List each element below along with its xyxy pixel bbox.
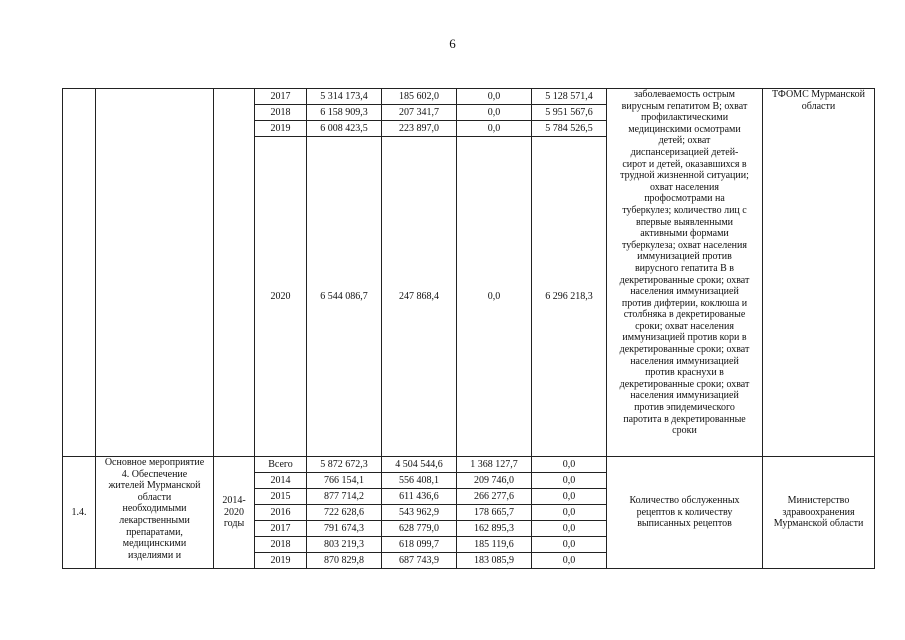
indicator-text: [607, 89, 763, 457]
text-line: Основное мероприятие: [104, 457, 205, 468]
total-cell: 5 314 173,4: [307, 89, 382, 105]
total-cell: 870 829,8: [307, 553, 382, 569]
total-cell: 6 158 909,3: [307, 105, 382, 121]
year-cell: 2018: [255, 105, 307, 121]
value-cell: 618 099,7: [382, 537, 457, 553]
year-cell: 2017: [255, 89, 307, 105]
value-cell: 162 895,3: [457, 521, 532, 537]
text-line: Количество обслуженных: [629, 495, 740, 507]
text-line: необходимыми: [122, 503, 187, 515]
text-line: декретированные сроки; охват: [619, 344, 750, 356]
total-cell: 791 674,3: [307, 521, 382, 537]
value-cell: 0,0: [532, 473, 607, 489]
year-cell: 2020: [255, 137, 307, 457]
value-cell: 0,0: [457, 89, 532, 105]
text-line: населения иммунизацией: [630, 286, 739, 298]
value-cell: 687 743,9: [382, 553, 457, 569]
total-cell: 722 628,6: [307, 505, 382, 521]
text-line: против краснухи в: [645, 367, 724, 379]
text-line: 4. Обеспечение: [121, 468, 188, 480]
indicator-text: [607, 457, 763, 569]
value-cell: 223 897,0: [382, 121, 457, 137]
total-cell: 803 219,3: [307, 537, 382, 553]
text-line: медицинскими осмотрами: [628, 123, 741, 135]
executor-text: [763, 89, 875, 457]
text-line: рецептов к количеству: [636, 506, 733, 518]
value-cell: 0,0: [457, 137, 532, 457]
year-cell: 2016: [255, 505, 307, 521]
text-line: декретированные сроки; охват: [619, 274, 750, 286]
text-line: против дифтерии, коклюша и: [621, 297, 748, 309]
text-line: вирусного гепатита В в: [634, 262, 735, 274]
executor-text: [763, 457, 875, 569]
text-line: паротита в декретированные: [623, 413, 746, 425]
value-cell: 611 436,6: [382, 489, 457, 505]
value-cell: 0,0: [532, 505, 607, 521]
value-cell: 4 504 544,6: [382, 457, 457, 473]
value-cell: 0,0: [532, 553, 607, 569]
text-line: изделиями и: [127, 549, 182, 561]
value-cell: 0,0: [457, 105, 532, 121]
text-line: медицинскими: [122, 538, 187, 550]
text-line: детей; охват: [658, 135, 711, 147]
text-line: сроки: [672, 425, 697, 437]
value-cell: 0,0: [532, 457, 607, 473]
text-line: против эпидемического: [634, 402, 735, 414]
year-cell: 2014: [255, 473, 307, 489]
value-cell: 0,0: [532, 489, 607, 505]
text-line: 2020: [224, 506, 244, 518]
text-line: профосмотрами на: [644, 193, 725, 205]
year-cell: 2017: [255, 521, 307, 537]
table-row: [63, 89, 875, 105]
value-cell: 209 746,0: [457, 473, 532, 489]
text-line: области: [137, 491, 172, 503]
text-line: препаратами,: [126, 526, 183, 538]
year-cell: Всего: [255, 457, 307, 473]
page-number: 6: [449, 36, 456, 51]
text-line: вирусным гепатитом В; охват: [621, 100, 748, 112]
total-cell: 6 008 423,5: [307, 121, 382, 137]
year-cell: 2015: [255, 489, 307, 505]
item-name: [96, 457, 214, 569]
cell-period-empty: [214, 89, 255, 457]
text-line: диспансеризацией детей-: [630, 146, 739, 158]
value-cell: 543 962,9: [382, 505, 457, 521]
value-cell: 0,0: [457, 121, 532, 137]
text-line: профилактическими: [640, 112, 729, 124]
value-cell: 183 085,9: [457, 553, 532, 569]
value-cell: 178 665,7: [457, 505, 532, 521]
value-cell: 247 868,4: [382, 137, 457, 457]
value-cell: 6 296 218,3: [532, 137, 607, 457]
table-row: [63, 457, 875, 473]
total-cell: 6 544 086,7: [307, 137, 382, 457]
text-line: туберкулеза; охват населения: [622, 239, 747, 251]
item-number: 1.4.: [63, 457, 96, 569]
text-line: выписанных рецептов: [637, 518, 732, 530]
text-line: впервые выявленными: [635, 216, 734, 228]
cell-name-empty: [96, 89, 214, 457]
text-line: ТФОМС Мурманской: [772, 89, 865, 100]
year-cell: 2018: [255, 537, 307, 553]
cell-number-empty: [63, 89, 96, 457]
text-line: иммунизацией против: [637, 251, 732, 263]
value-cell: 0,0: [532, 521, 607, 537]
value-cell: 556 408,1: [382, 473, 457, 489]
total-cell: 766 154,1: [307, 473, 382, 489]
value-cell: 185 119,6: [457, 537, 532, 553]
text-line: Мурманской области: [773, 518, 864, 530]
text-line: заболеваемость острым: [634, 89, 735, 100]
value-cell: 1 368 127,7: [457, 457, 532, 473]
text-line: иммунизацией против кори в: [622, 332, 747, 344]
total-cell: 5 872 672,3: [307, 457, 382, 473]
text-line: декретированные сроки; охват: [619, 378, 750, 390]
value-cell: 266 277,6: [457, 489, 532, 505]
value-cell: 5 951 567,6: [532, 105, 607, 121]
value-cell: 628 779,0: [382, 521, 457, 537]
year-cell: 2019: [255, 553, 307, 569]
text-line: лекарственными: [119, 514, 190, 526]
text-line: жителей Мурманской: [108, 480, 201, 492]
item-period: [214, 457, 255, 569]
value-cell: 5 784 526,5: [532, 121, 607, 137]
text-line: охват населения: [650, 181, 719, 193]
value-cell: 185 602,0: [382, 89, 457, 105]
program-table: [62, 88, 875, 569]
text-line: 2014-: [222, 495, 246, 507]
text-line: сроки; охват населения: [635, 320, 734, 332]
text-line: туберкулез; количество лиц с: [622, 204, 747, 216]
value-cell: 5 128 571,4: [532, 89, 607, 105]
total-cell: 877 714,2: [307, 489, 382, 505]
text-line: населения иммунизацией: [630, 390, 739, 402]
value-cell: 207 341,7: [382, 105, 457, 121]
text-line: области: [801, 100, 836, 112]
text-line: населения иммунизацией: [630, 355, 739, 367]
text-line: Министерство: [787, 495, 850, 507]
text-line: столбняка в декретированые: [623, 309, 746, 321]
text-line: годы: [223, 518, 245, 530]
text-line: трудной жизненной ситуации;: [620, 170, 749, 182]
text-line: активными формами: [640, 228, 729, 240]
year-cell: 2019: [255, 121, 307, 137]
value-cell: 0,0: [532, 537, 607, 553]
text-line: здравоохранения: [782, 506, 855, 518]
text-line: сирот и детей, оказавшихся в: [622, 158, 747, 170]
